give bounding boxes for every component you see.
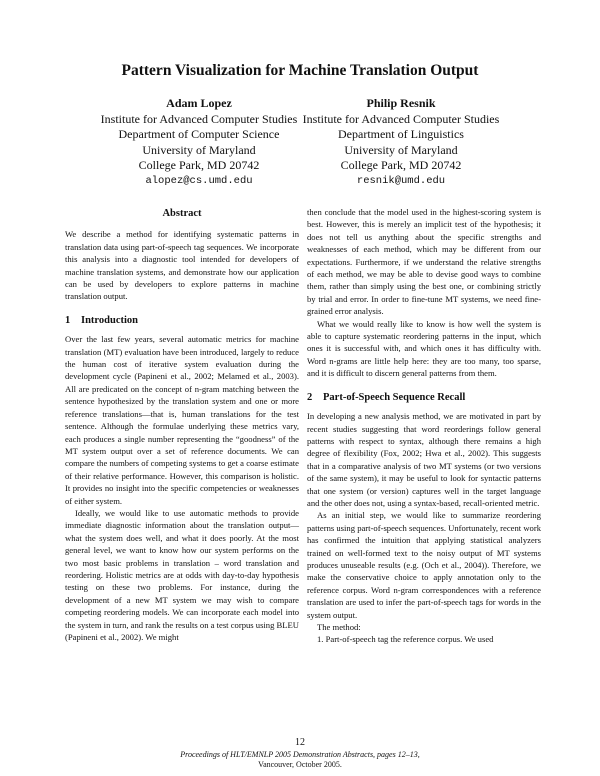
left-column [65,208,299,643]
author-email: resnik@umd.edu [356,174,446,187]
section-heading [65,315,299,327]
paragraph: then conclude that the model used in the highest-scoring system is best. However, this is merely an implicit test of the hypothesis; it does not tell us anything about the specific strengths and weaknesses of each method, which may be different from our expectations. Furthermore, if we understand the relative strengths of each method, we may be able to devise good ways to combine them, rather than simply using the best one, or combining strictly by trial and error. In order to fine-tune MT systems, we need fine-grained error analysis. [307,207,541,317]
paragraph: In developing a new analysis method, we are motivated in part by recent studies suggesting that word reorderings follow general patterns with respect to syntax, although there remains a high degree of flexibility (Fox, 2002; Hwa et al., 2002). This suggests that in a comparative analysis of two MT systems (or two versions of the same system), it may be useful to look for syntactic patterns that one system (or version) captures well in the target language and the other does not, using a syntax-based, recall-oriented metric. [307,411,541,508]
proceedings-location: Vancouver, October 2005. [258,760,342,769]
paper-title: Pattern Visualization for Machine Translation Output [121,62,479,79]
page-footer [0,738,600,770]
author-institute: Institute for Advanced Computer Studies [100,111,298,126]
author-city: College Park, MD 20742 [138,158,260,172]
author-block-2 [296,96,506,189]
paragraph: The method: [317,622,361,632]
page-number: 12 [295,737,305,748]
author-city: College Park, MD 20742 [340,158,462,172]
right-column [307,206,541,646]
abstract-heading: Abstract [162,208,202,219]
section-heading [307,392,541,404]
proceedings-citation: Proceedings of HLT/EMNLP 2005 Demonstration Abstracts, pages 12–13, [180,750,420,759]
abstract-text: We describe a method for identifying systematic patterns in translation data using part-of-speech tag sequences. We incorporate this analysis into a diagnostic tool intended for developers of machine translation systems, and demonstrate how our application can be used by developers to explore patterns in machine translation output. [65,229,299,302]
author-block-1 [94,96,304,189]
author-department: Department of Computer Science [118,127,280,141]
author-name: Philip Resnik [366,96,436,110]
paragraph: As an initial step, we would like to summarize reordering patterns using part-of-speech sequences. Unfortunately, recent work has confirmed the intuition that applying statistical analyzers trained on well-formed text to the noisy output of MT systems produces unuseable results (e.g. (Och et al., 2004)). Therefore, we make the conservative choice to apply annotation only to the reference corpus. Word n-gram correspondences with a reference translation are used to infer the part-of-speech tags for words in the system output. [307,510,541,620]
section-number: 2 [307,391,313,403]
list-item: 1. Part-of-speech tag the reference corpus. We used [317,634,494,645]
section-title: Introduction [81,314,138,326]
author-university: University of Maryland [142,142,256,157]
author-department: Department of Linguistics [338,127,464,141]
paragraph: What we would really like to know is how well the system is able to capture systematic reordering patterns in the input, which ones it is successful with, and which ones it has difficulty with. Word n-grams are little help here: they are too many, too sparse, and it is difficult to discern general patterns from them. [307,318,541,379]
author-institute: Institute for Advanced Computer Studies [302,111,500,126]
paragraph: Ideally, we would like to use automatic methods to provide immediate diagnostic information about the translation output—what the system does well, and what it does poorly. At the most general level, we want to know how our system performs on the two most basic problems in translation – word translation and reordering. Holistic metrics are at odds with day-to-day hypothesis testing on these two problems. For instance, during the development of a new MT system we may wish to compare competing reordering models. We can incorporate each model into the system in turn, and rank the results on a test corpus using BLEU (Papineni et al., 2002). We might [65,507,299,642]
author-email: alopez@cs.umd.edu [145,174,253,187]
section-number: 1 [65,314,71,326]
author-university: University of Maryland [344,142,458,157]
author-name: Adam Lopez [166,96,232,110]
section-title: Part-of-Speech Sequence Recall [323,391,466,403]
paragraph: Over the last few years, several automatic metrics for machine translation (MT) evaluation have been introduced, largely to reduce the human cost of iterative system evaluation during the development cycle (Papineni et al., 2002; Melamed et al., 2003). All are predicated on the concept of n-gram matching between the sentence hypothesized by the translation system and one or more reference translations—that is, human translations for the test sentence. Although the formulae underlying these metrics vary, each produces a single number representing the “goodness” of the MT system output over a set of reference documents. We can compare the numbers of competing systems to get a coarse estimate of their relative performance. However, this comparison is holistic. It provides no insight into the specific competencies or weaknesses of either system. [65,334,299,506]
